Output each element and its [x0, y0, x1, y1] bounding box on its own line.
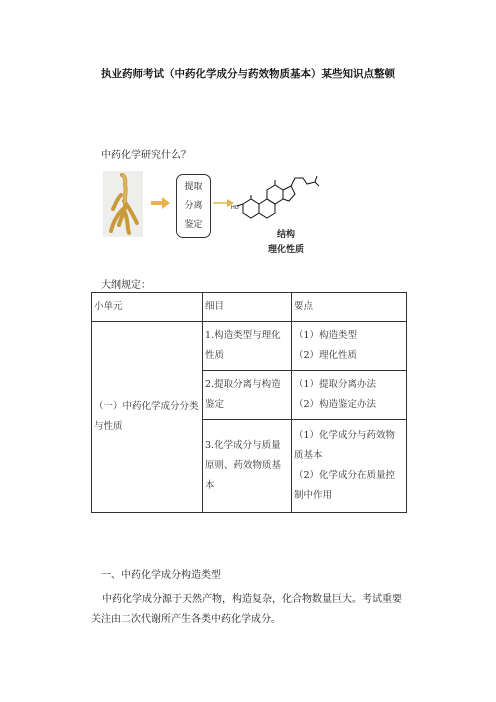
process-box: [176, 174, 211, 238]
table-row: [92, 322, 407, 371]
table-cell-item: 3.化学成分与质量原则、药效物质基本: [203, 420, 292, 513]
point: （2）化学成分在质量控制中作用: [294, 470, 396, 501]
table-header: 要点: [292, 293, 407, 322]
result-label: 理化性质: [267, 245, 304, 255]
question-text: 中药化学研究什么？: [101, 150, 191, 161]
process-step: 分离: [184, 201, 203, 211]
point: （1）提取分离办法: [294, 379, 377, 390]
steroid-structure-icon: [231, 168, 323, 226]
result-label: 结构: [276, 230, 295, 240]
point: （2）理化性质: [294, 350, 358, 361]
svg-text:HO: HO: [231, 205, 239, 211]
table-cell-points: [292, 371, 407, 420]
point: （1）化学成分与药效物质基本: [294, 430, 396, 461]
process-step: 提取: [184, 182, 203, 192]
table-cell-unit: （一）中药化学成分分类与性质: [92, 322, 203, 513]
table-cell-item: 1.构造类型与理化性质: [203, 322, 292, 371]
result-labels: [261, 228, 311, 258]
point: （1）构造类型: [294, 330, 358, 341]
section-heading: 一、中药化学成分构造类型: [101, 570, 221, 581]
table-header: 小单元: [92, 293, 203, 322]
body-paragraph: 中药化学成分源于天然产物，构造复杂，化合物数量巨大。考试重要关注由二次代谢所产生各类中药化学成分。: [91, 594, 402, 625]
outline-label: 大纲规定：: [101, 280, 151, 291]
table-cell-points: [292, 420, 407, 513]
herb-root-image: [103, 171, 143, 237]
table-cell-item: 2.提取分离与构造鉴定: [203, 371, 292, 420]
page-title: 执业药师考试（中药化学成分与药效物质基本）某些知识点整顿: [101, 68, 395, 80]
table-header-row: [92, 293, 407, 322]
table-cell-points: [292, 322, 407, 371]
arrow-right-icon: [151, 196, 171, 210]
table-header: 细目: [203, 293, 292, 322]
process-step: 鉴定: [184, 220, 203, 230]
syllabus-table: [91, 292, 407, 513]
point: （2）构造鉴定办法: [294, 399, 377, 410]
